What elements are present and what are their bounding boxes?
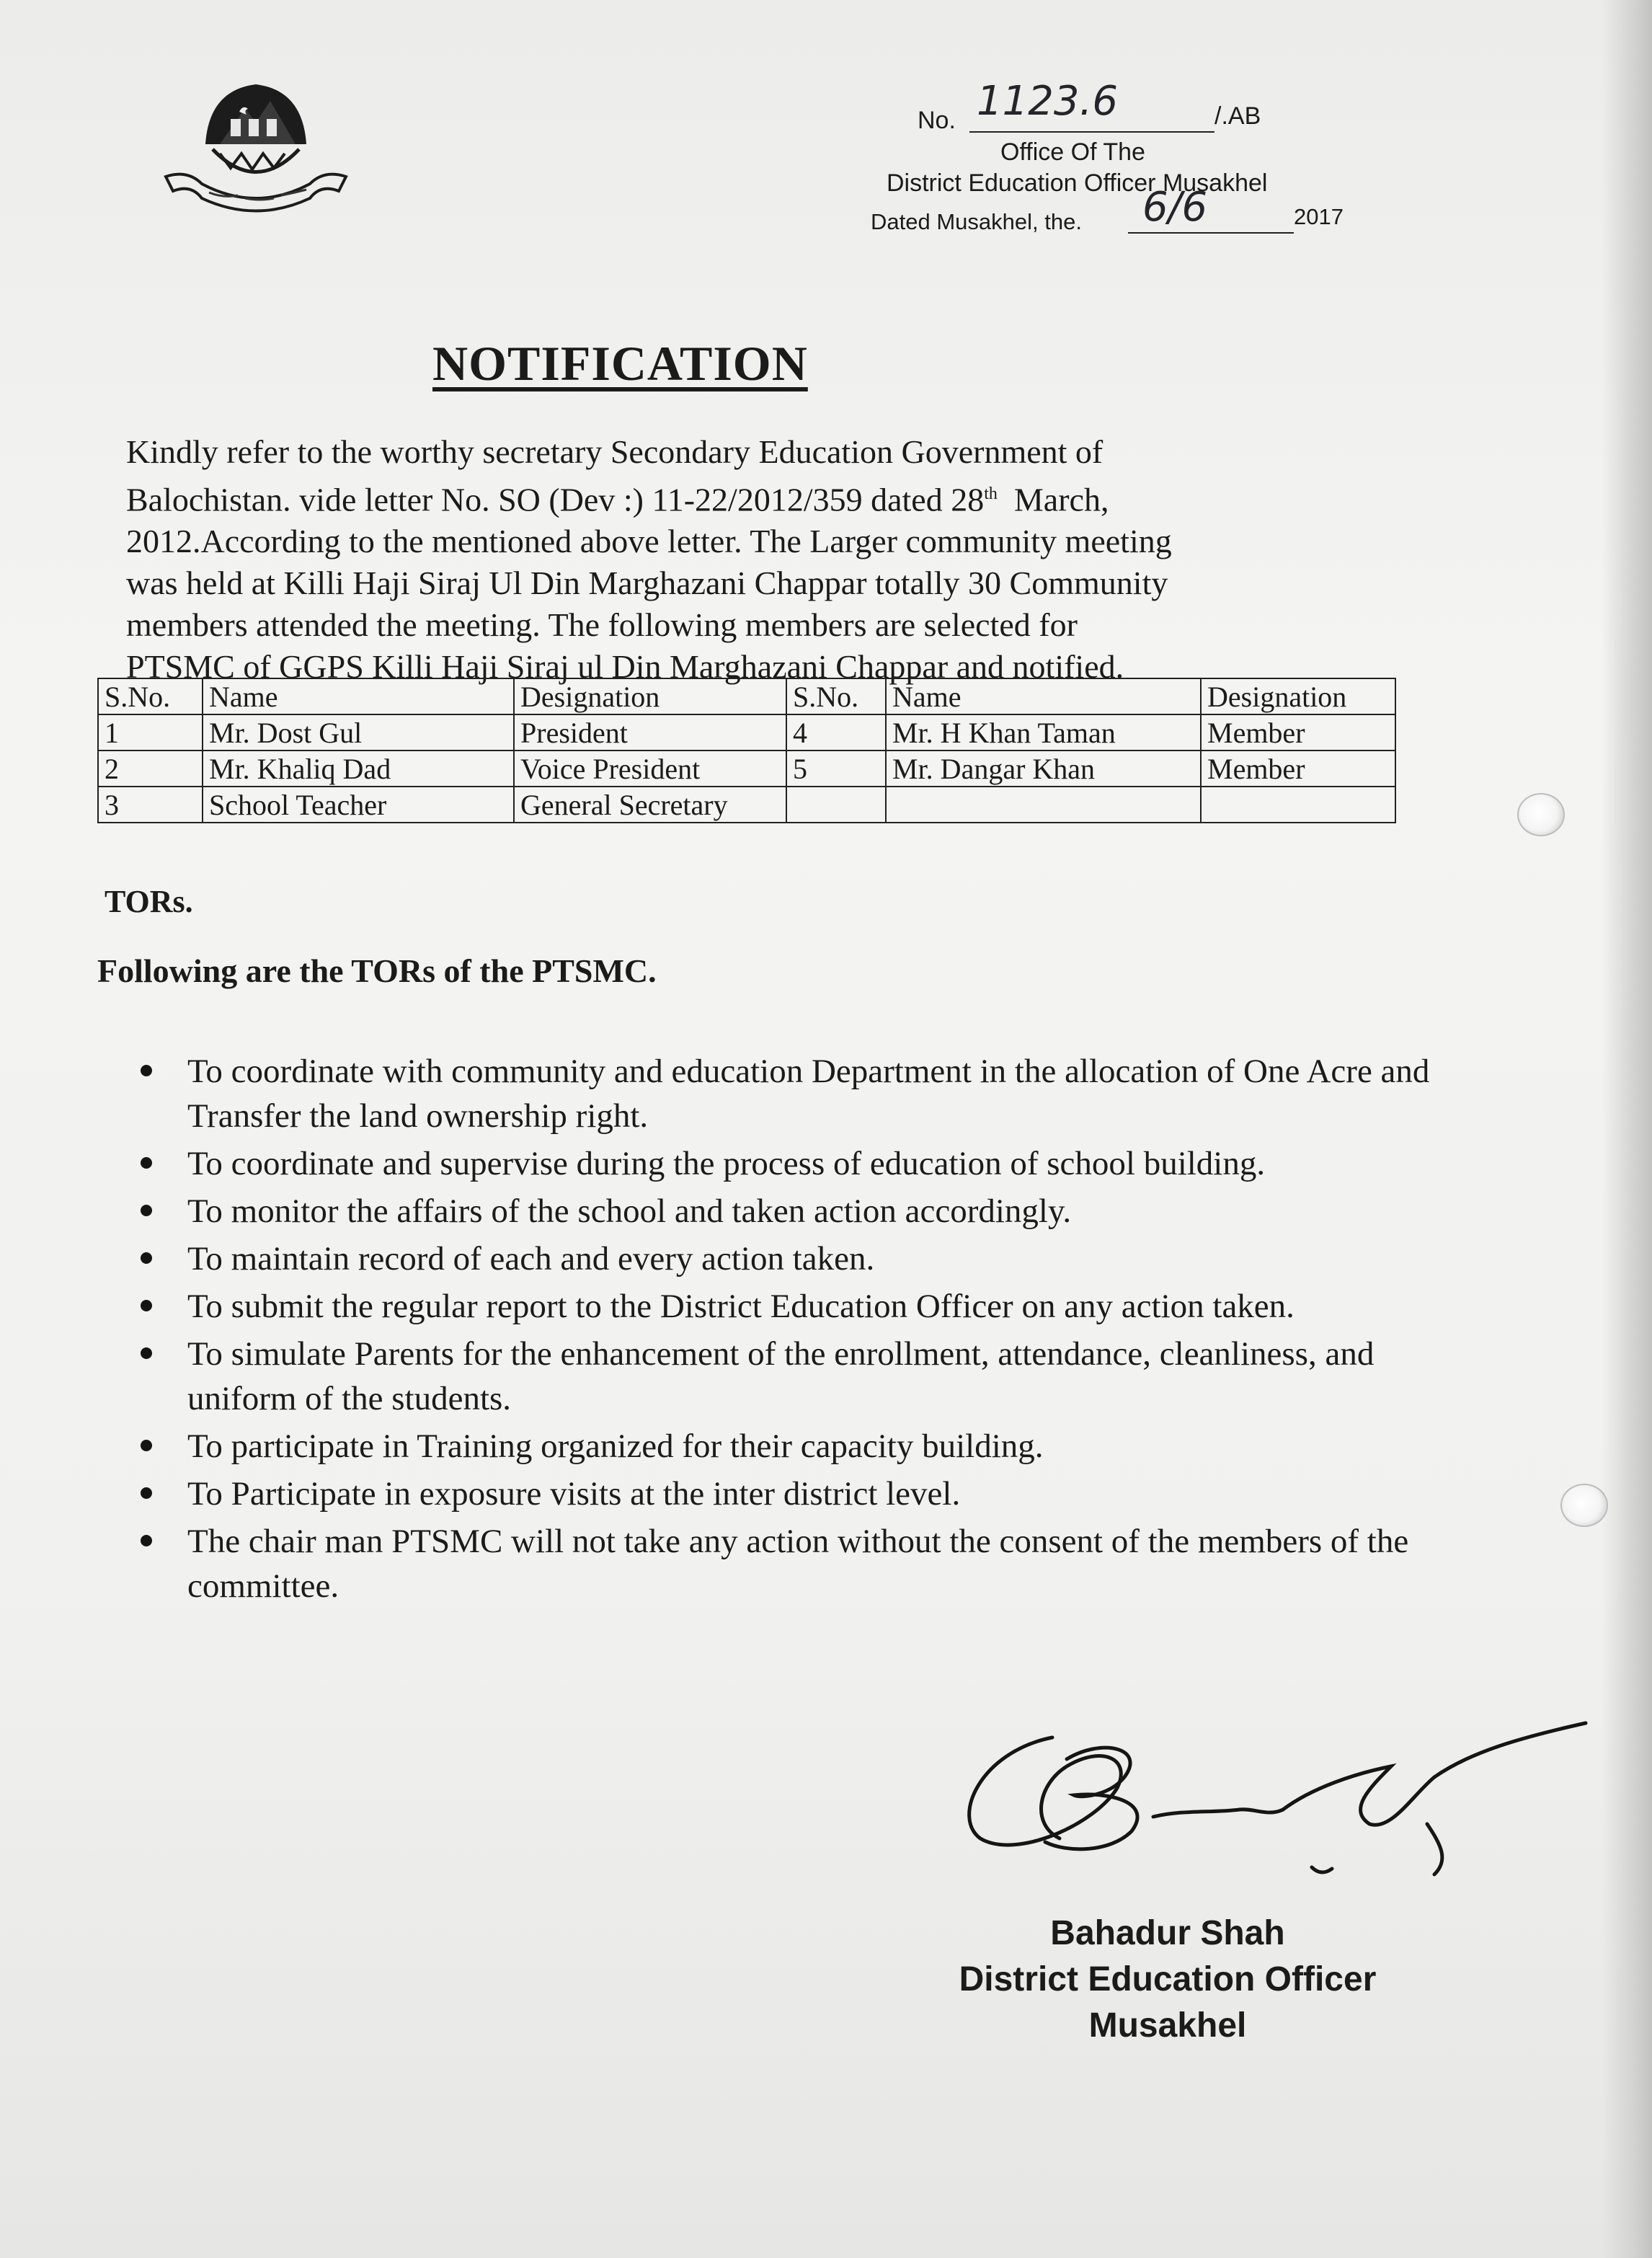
punch-hole [1560, 1484, 1608, 1527]
ref-no-handwritten: 1123.6 [977, 78, 1118, 125]
intro-line: was held at Killi Haji Siraj Ul Din Marghazani Chappar totally 30 Community [126, 564, 1168, 602]
table-cell [886, 787, 1201, 823]
table-cell: 3 [98, 787, 203, 823]
table-header-cell: Designation [514, 678, 786, 714]
notification-title: NOTIFICATION [432, 336, 808, 391]
dated-label: Dated Musakhel, the. [871, 209, 1082, 234]
table-cell [1201, 787, 1395, 823]
ref-no-line [969, 131, 1214, 133]
punch-hole [1517, 793, 1565, 836]
list-item: To simulate Parents for the enhancement of the enrollment, attendance, cleanliness, and uniform of the students. [115, 1332, 1470, 1421]
table-cell: 4 [786, 714, 886, 751]
bullet-icon [141, 1440, 152, 1451]
table-cell [786, 787, 886, 823]
table-header-cell: S.No. [786, 678, 886, 714]
bullet-icon [141, 1252, 152, 1264]
table-cell: General Secretary [514, 787, 786, 823]
table-cell: Mr. H Khan Taman [886, 714, 1201, 751]
department-logo-icon [159, 68, 353, 227]
handwritten-signature [937, 1709, 1622, 1896]
table-cell: 2 [98, 751, 203, 787]
list-item: To participate in Training organized for their capacity building. [115, 1424, 1470, 1469]
list-item: To coordinate and supervise during the process of education of school building. [115, 1141, 1470, 1186]
table-header-cell: S.No. [98, 678, 203, 714]
table-row [98, 714, 1395, 751]
page-edge-shadow [1602, 0, 1652, 2258]
intro-line: Kindly refer to the worthy secretary Secondary Education Government of [126, 433, 1103, 470]
bullet-icon [141, 1487, 152, 1499]
table-cell: 1 [98, 714, 203, 751]
table-header-row [98, 678, 1395, 714]
bullet-icon [141, 1065, 152, 1076]
table-header-cell: Designation [1201, 678, 1395, 714]
list-item: To submit the regular report to the District Education Officer on any action taken. [115, 1284, 1470, 1329]
intro-line: members attended the meeting. The following members are selected for [126, 606, 1078, 644]
bullet-icon [141, 1300, 152, 1311]
date-handwritten: 6/6 [1142, 184, 1208, 231]
tors-list [115, 1049, 1470, 1611]
table-cell: President [514, 714, 786, 751]
table-row [98, 787, 1395, 823]
date-line [1128, 232, 1294, 234]
intro-paragraph [126, 431, 1395, 688]
date-year: 2017 [1294, 204, 1344, 229]
intro-line: PTSMC of GGPS Killi Haji Siraj ul Din Marghazani Chappar and notified. [126, 648, 1124, 686]
signatory-name: Bahadur Shah [1050, 1914, 1285, 1952]
tors-heading: TORs. [105, 884, 193, 919]
table-cell: Mr. Dangar Khan [886, 751, 1201, 787]
table-cell: Mr. Dost Gul [203, 714, 514, 751]
table-header-cell: Name [886, 678, 1201, 714]
table-cell: Member [1201, 751, 1395, 787]
list-item: To coordinate with community and education Department in the allocation of One Acre and Transfer the land ownership right. [115, 1049, 1470, 1138]
bullet-icon [141, 1157, 152, 1169]
signatory-designation: District Education Officer [959, 1960, 1377, 1998]
bullet-icon [141, 1205, 152, 1216]
bullet-icon [141, 1535, 152, 1546]
members-table [97, 678, 1396, 823]
list-item: To Participate in exposure visits at the inter district level. [115, 1471, 1470, 1516]
table-cell: Voice President [514, 751, 786, 787]
office-line-2: District Education Officer Musakhel [887, 169, 1268, 197]
ref-no-label: No. [918, 107, 956, 134]
table-cell: Member [1201, 714, 1395, 751]
intro-line: 2012.According to the mentioned above letter. The Larger community meeting [126, 523, 1172, 560]
bullet-icon [141, 1347, 152, 1359]
table-cell: Mr. Khaliq Dad [203, 751, 514, 787]
table-header-cell: Name [203, 678, 514, 714]
list-item: To monitor the affairs of the school and taken action accordingly. [115, 1189, 1470, 1234]
table-cell: School Teacher [203, 787, 514, 823]
signatory-place: Musakhel [1088, 2006, 1247, 2045]
tors-subheading: Following are the TORs of the PTSMC. [97, 952, 657, 989]
office-line-1: Office Of The [1000, 138, 1145, 166]
list-item: The chair man PTSMC will not take any action without the consent of the members of the committee. [115, 1519, 1470, 1608]
ref-no-suffix: /.AB [1214, 102, 1261, 130]
table-cell: 5 [786, 751, 886, 787]
signatory-block [865, 1911, 1470, 2049]
intro-line: Balochistan. vide letter No. SO (Dev :) 11-22/2012/359 dated 28th March, [126, 481, 1109, 518]
table-row [98, 751, 1395, 787]
list-item: To maintain record of each and every action taken. [115, 1236, 1470, 1281]
